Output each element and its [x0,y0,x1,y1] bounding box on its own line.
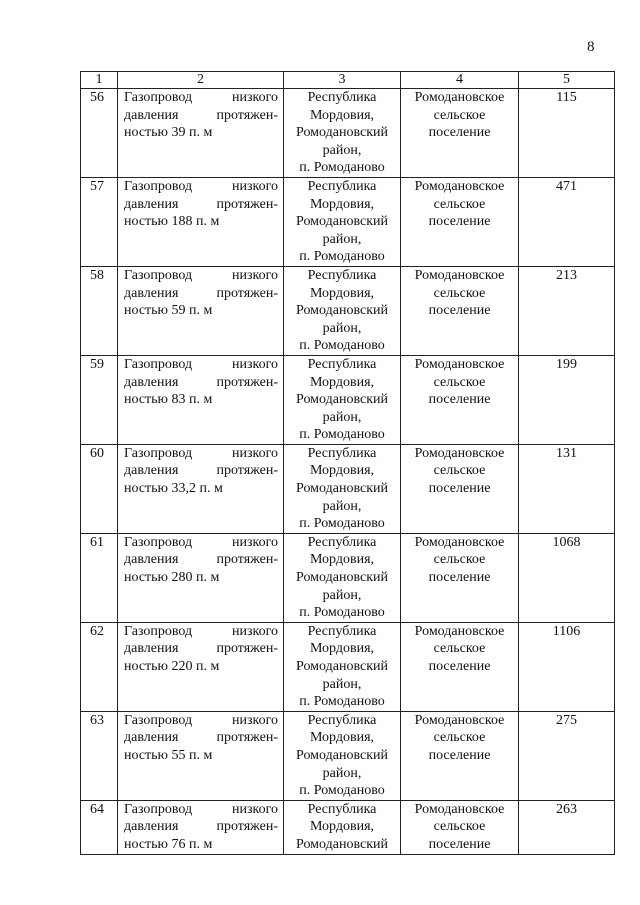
value-cell: 275 [519,711,615,800]
object-name-line: Газопровод низкого [124,178,278,194]
row-number-cell: 63 [81,711,118,800]
object-name-line: ностью 188 п. м [124,214,220,230]
table-row [81,89,615,178]
table-row [81,177,615,266]
table-row [81,355,615,444]
settlement-line: Ромодановское [414,90,505,105]
object-name-line: давления протяжен- [124,374,278,390]
address-line: Мордовия, [309,463,375,479]
settlement-line: сельское [433,196,486,212]
address-line: район, [322,231,362,247]
address-cell [284,266,401,355]
object-name-line: ностью 280 п. м [124,570,220,586]
address-line: п. Ромоданово [299,427,385,443]
address-cell [284,622,401,711]
header-col-2: 2 [118,72,284,89]
address-line: Мордовия, [309,730,375,746]
value-cell: 131 [519,444,615,533]
value-cell: 471 [519,177,615,266]
address-line: Республика [307,356,377,372]
address-line: Ромодановский [296,747,388,763]
address-line: Мордовия, [309,107,375,123]
table-row [81,533,615,622]
object-name-line: Газопровод низкого [124,534,278,550]
address-line: Мордовия, [309,641,375,657]
address-line: Мордовия, [309,374,375,390]
address-line: п. Ромоданово [299,249,385,265]
page-number: 8 [587,39,595,55]
object-name-cell [118,355,284,444]
object-name-cell [118,711,284,800]
address-line: район, [322,587,362,603]
settlement-line: Ромодановское [414,712,505,728]
header-col-1: 1 [81,72,118,89]
address-line: Ромодановский [296,125,388,141]
settlement-cell [401,800,519,854]
address-line: Мордовия, [309,552,375,568]
object-name-cell [118,444,284,533]
address-cell [284,355,401,444]
address-cell [284,89,401,178]
property-table [80,71,615,855]
address-line: район, [322,142,362,158]
settlement-line: сельское [433,285,486,301]
header-col-5: 5 [519,72,615,89]
address-line: п. Ромоданово [299,605,385,621]
settlement-line: поселение [428,659,491,674]
address-line: Республика [307,534,377,550]
header-row [81,72,615,89]
table-header [81,72,615,89]
object-name-line: давления протяжен- [124,730,278,746]
header-col-4: 4 [401,72,519,89]
settlement-cell [401,444,519,533]
settlement-cell [401,89,519,178]
object-name-line: ностью 59 п. м [124,303,213,319]
settlement-line: сельское [433,107,486,123]
object-name-cell [118,622,284,711]
address-line: Мордовия, [309,819,375,835]
settlement-line: сельское [433,552,486,568]
table-row [81,800,615,854]
address-line: район, [322,498,362,514]
table-row [81,711,615,800]
object-name-line: ностью 220 п. м [124,659,220,674]
address-line: Республика [307,445,377,461]
header-col-3: 3 [284,72,401,89]
object-name-line: Газопровод низкого [124,356,278,372]
object-name-line: ностью 33,2 п. м [124,481,223,497]
address-line: Республика [307,90,377,105]
address-line: Ромодановский [296,570,388,586]
value-cell: 1068 [519,533,615,622]
settlement-line: Ромодановское [414,801,505,817]
settlement-line: поселение [428,570,491,586]
settlement-line: Ромодановское [414,623,505,639]
address-line: п. Ромоданово [299,338,385,354]
settlement-line: поселение [428,125,491,141]
settlement-line: поселение [428,303,491,319]
address-cell [284,177,401,266]
address-line: Мордовия, [309,196,375,212]
object-name-cell [118,533,284,622]
object-name-line: давления протяжен- [124,285,278,301]
address-line: район, [322,320,362,336]
row-number-cell: 62 [81,622,118,711]
settlement-cell [401,533,519,622]
settlement-cell [401,266,519,355]
table-row [81,266,615,355]
address-cell [284,711,401,800]
settlement-line: сельское [433,374,486,390]
settlement-cell [401,355,519,444]
address-line: п. Ромоданово [299,783,385,799]
address-cell [284,444,401,533]
address-line: район, [322,765,362,781]
object-name-line: давления протяжен- [124,819,278,835]
address-line: Республика [307,178,377,194]
settlement-line: сельское [433,641,486,657]
object-name-line: Газопровод низкого [124,445,278,461]
row-number-cell: 58 [81,266,118,355]
settlement-line: поселение [428,481,491,497]
value-cell: 213 [519,266,615,355]
settlement-line: поселение [428,836,491,852]
address-line: п. Ромоданово [299,694,385,710]
address-line: Ромодановский [296,392,388,408]
row-number-cell: 59 [81,355,118,444]
settlement-line: поселение [428,747,491,763]
settlement-line: поселение [428,214,491,230]
settlement-cell [401,711,519,800]
table-row [81,444,615,533]
settlement-line: Ромодановское [414,356,505,372]
object-name-line: ностью 39 п. м [124,125,213,141]
object-name-line: ностью 76 п. м [124,836,213,852]
address-line: Ромодановский [296,303,388,319]
object-name-cell [118,89,284,178]
address-line: Ромодановский [296,214,388,230]
settlement-line: Ромодановское [414,267,505,283]
object-name-cell [118,177,284,266]
row-number-cell: 64 [81,800,118,854]
settlement-cell [401,622,519,711]
object-name-cell [118,800,284,854]
address-line: Республика [307,267,377,283]
value-cell: 199 [519,355,615,444]
object-name-cell [118,266,284,355]
address-line: п. Ромоданово [299,516,385,532]
address-line: Республика [307,801,377,817]
object-name-line: ностью 83 п. м [124,392,213,408]
object-name-line: Газопровод низкого [124,712,278,728]
settlement-line: сельское [433,463,486,479]
settlement-line: Ромодановское [414,445,505,461]
value-cell: 1106 [519,622,615,711]
object-name-line: ностью 55 п. м [124,747,213,763]
address-line: Республика [307,623,377,639]
address-line: Ромодановский [296,481,388,497]
table-row [81,622,615,711]
address-cell [284,800,401,854]
row-number-cell: 56 [81,89,118,178]
object-name-line: Газопровод низкого [124,801,278,817]
settlement-line: сельское [433,730,486,746]
object-name-line: давления протяжен- [124,463,278,479]
address-line: Ромодановский [296,659,388,674]
table-body [81,89,615,855]
address-line: Республика [307,712,377,728]
address-cell [284,533,401,622]
settlement-line: Ромодановское [414,534,505,550]
object-name-line: давления протяжен- [124,641,278,657]
row-number-cell: 60 [81,444,118,533]
settlement-line: поселение [428,392,491,408]
row-number-cell: 57 [81,177,118,266]
value-cell: 115 [519,89,615,178]
address-line: район, [322,676,362,692]
object-name-line: Газопровод низкого [124,90,278,105]
address-line: район, [322,409,362,425]
settlement-cell [401,177,519,266]
row-number-cell: 61 [81,533,118,622]
value-cell: 263 [519,800,615,854]
object-name-line: Газопровод низкого [124,267,278,283]
settlement-line: Ромодановское [414,178,505,194]
settlement-line: сельское [433,819,486,835]
address-line: Мордовия, [309,285,375,301]
object-name-line: Газопровод низкого [124,623,278,639]
object-name-line: давления протяжен- [124,552,278,568]
object-name-line: давления протяжен- [124,196,278,212]
address-line: Ромодановский [296,836,388,852]
object-name-line: давления протяжен- [124,107,278,123]
address-line: п. Ромоданово [299,160,385,176]
